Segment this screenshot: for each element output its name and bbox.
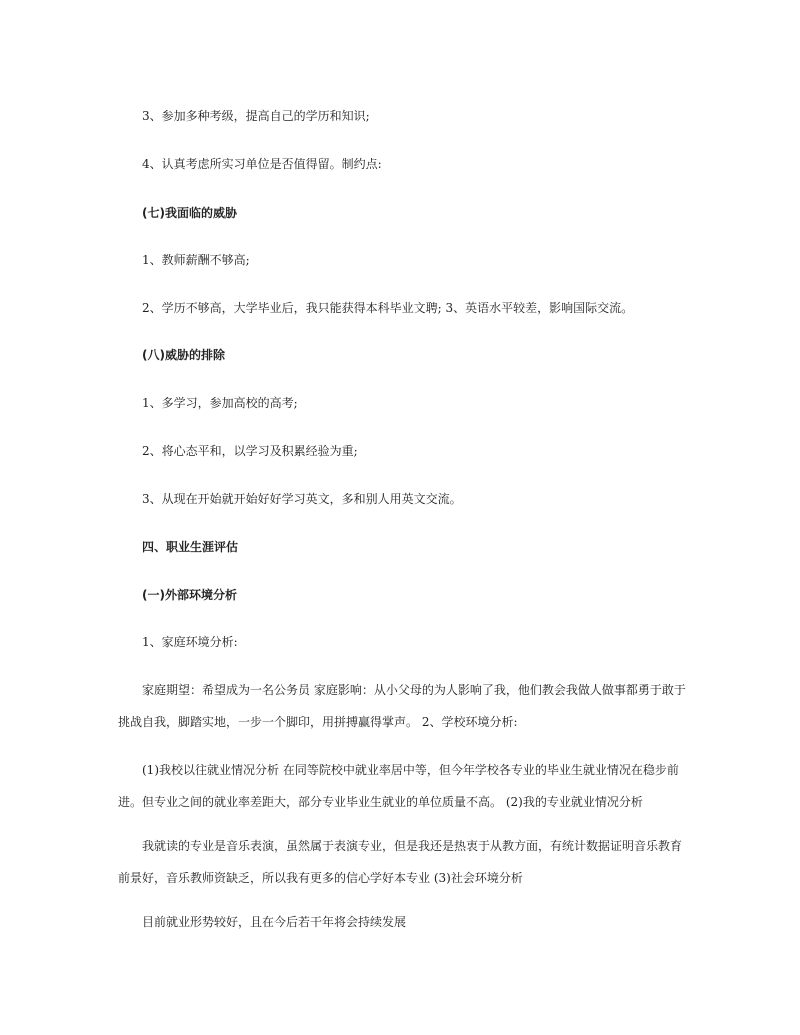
paragraph-major-employment: 我就读的专业是音乐表演，虽然属于表演专业，但是我还是热衷于从教方面，有统计数据证明音乐教育前景好，音乐教师资缺乏，所以我有更多的信心学好本专业 (3)社会环境分析 [118, 839, 683, 885]
list-item-calm-mindset: 2、将心态平和，以学习及积累经验为重; [142, 444, 358, 458]
section-heading-threat-removal: (八)威胁的排除 [142, 348, 225, 362]
list-item-education-english: 2、学历不够高，大学毕业后，我只能获得本科毕业文聘; 3、英语水平较差，影响国际交流。 [142, 301, 634, 315]
list-item-study-more: 1、多学习，参加高校的高考; [142, 396, 298, 410]
list-item-exam-levels: 3、参加多种考级，提高自己的学历和知识; [142, 109, 370, 123]
list-item-learn-english: 3、从现在开始就开始好好学习英文，多和别人用英文交流。 [142, 492, 462, 506]
paragraph-family-expectation: 家庭期望：希望成为一名公务员 家庭影响：从小父母的为人影响了我，他们教会我做人做事都勇于敢于挑战自我，脚踏实地，一步一个脚印，用拼搏赢得掌声。 2、学校环境分析: [118, 683, 686, 729]
list-item-family-environment: 1、家庭环境分析: [142, 635, 238, 649]
section-heading-career-assessment: 四、职业生涯评估 [142, 540, 239, 554]
list-item-teacher-salary: 1、教师薪酬不够高; [142, 253, 250, 267]
section-heading-threats: (七)我面临的威胁 [142, 206, 237, 220]
section-heading-external-environment: (一)外部环境分析 [142, 588, 237, 602]
paragraph-school-employment: (1)我校以往就业情况分析 在同等院校中就业率居中等，但今年学校各专业的毕业生就业情况在稳步前进。但专业之间的就业率差距大，部分专业毕业生就业的单位质量不高。 (2)我的专业就业情况分析 [118, 763, 679, 809]
paragraph-social-environment: 目前就业形势较好，且在今后若干年将会持续发展 [142, 915, 407, 929]
list-item-internship-unit: 4、认真考虑所实习单位是否值得留。制约点: [142, 157, 382, 171]
